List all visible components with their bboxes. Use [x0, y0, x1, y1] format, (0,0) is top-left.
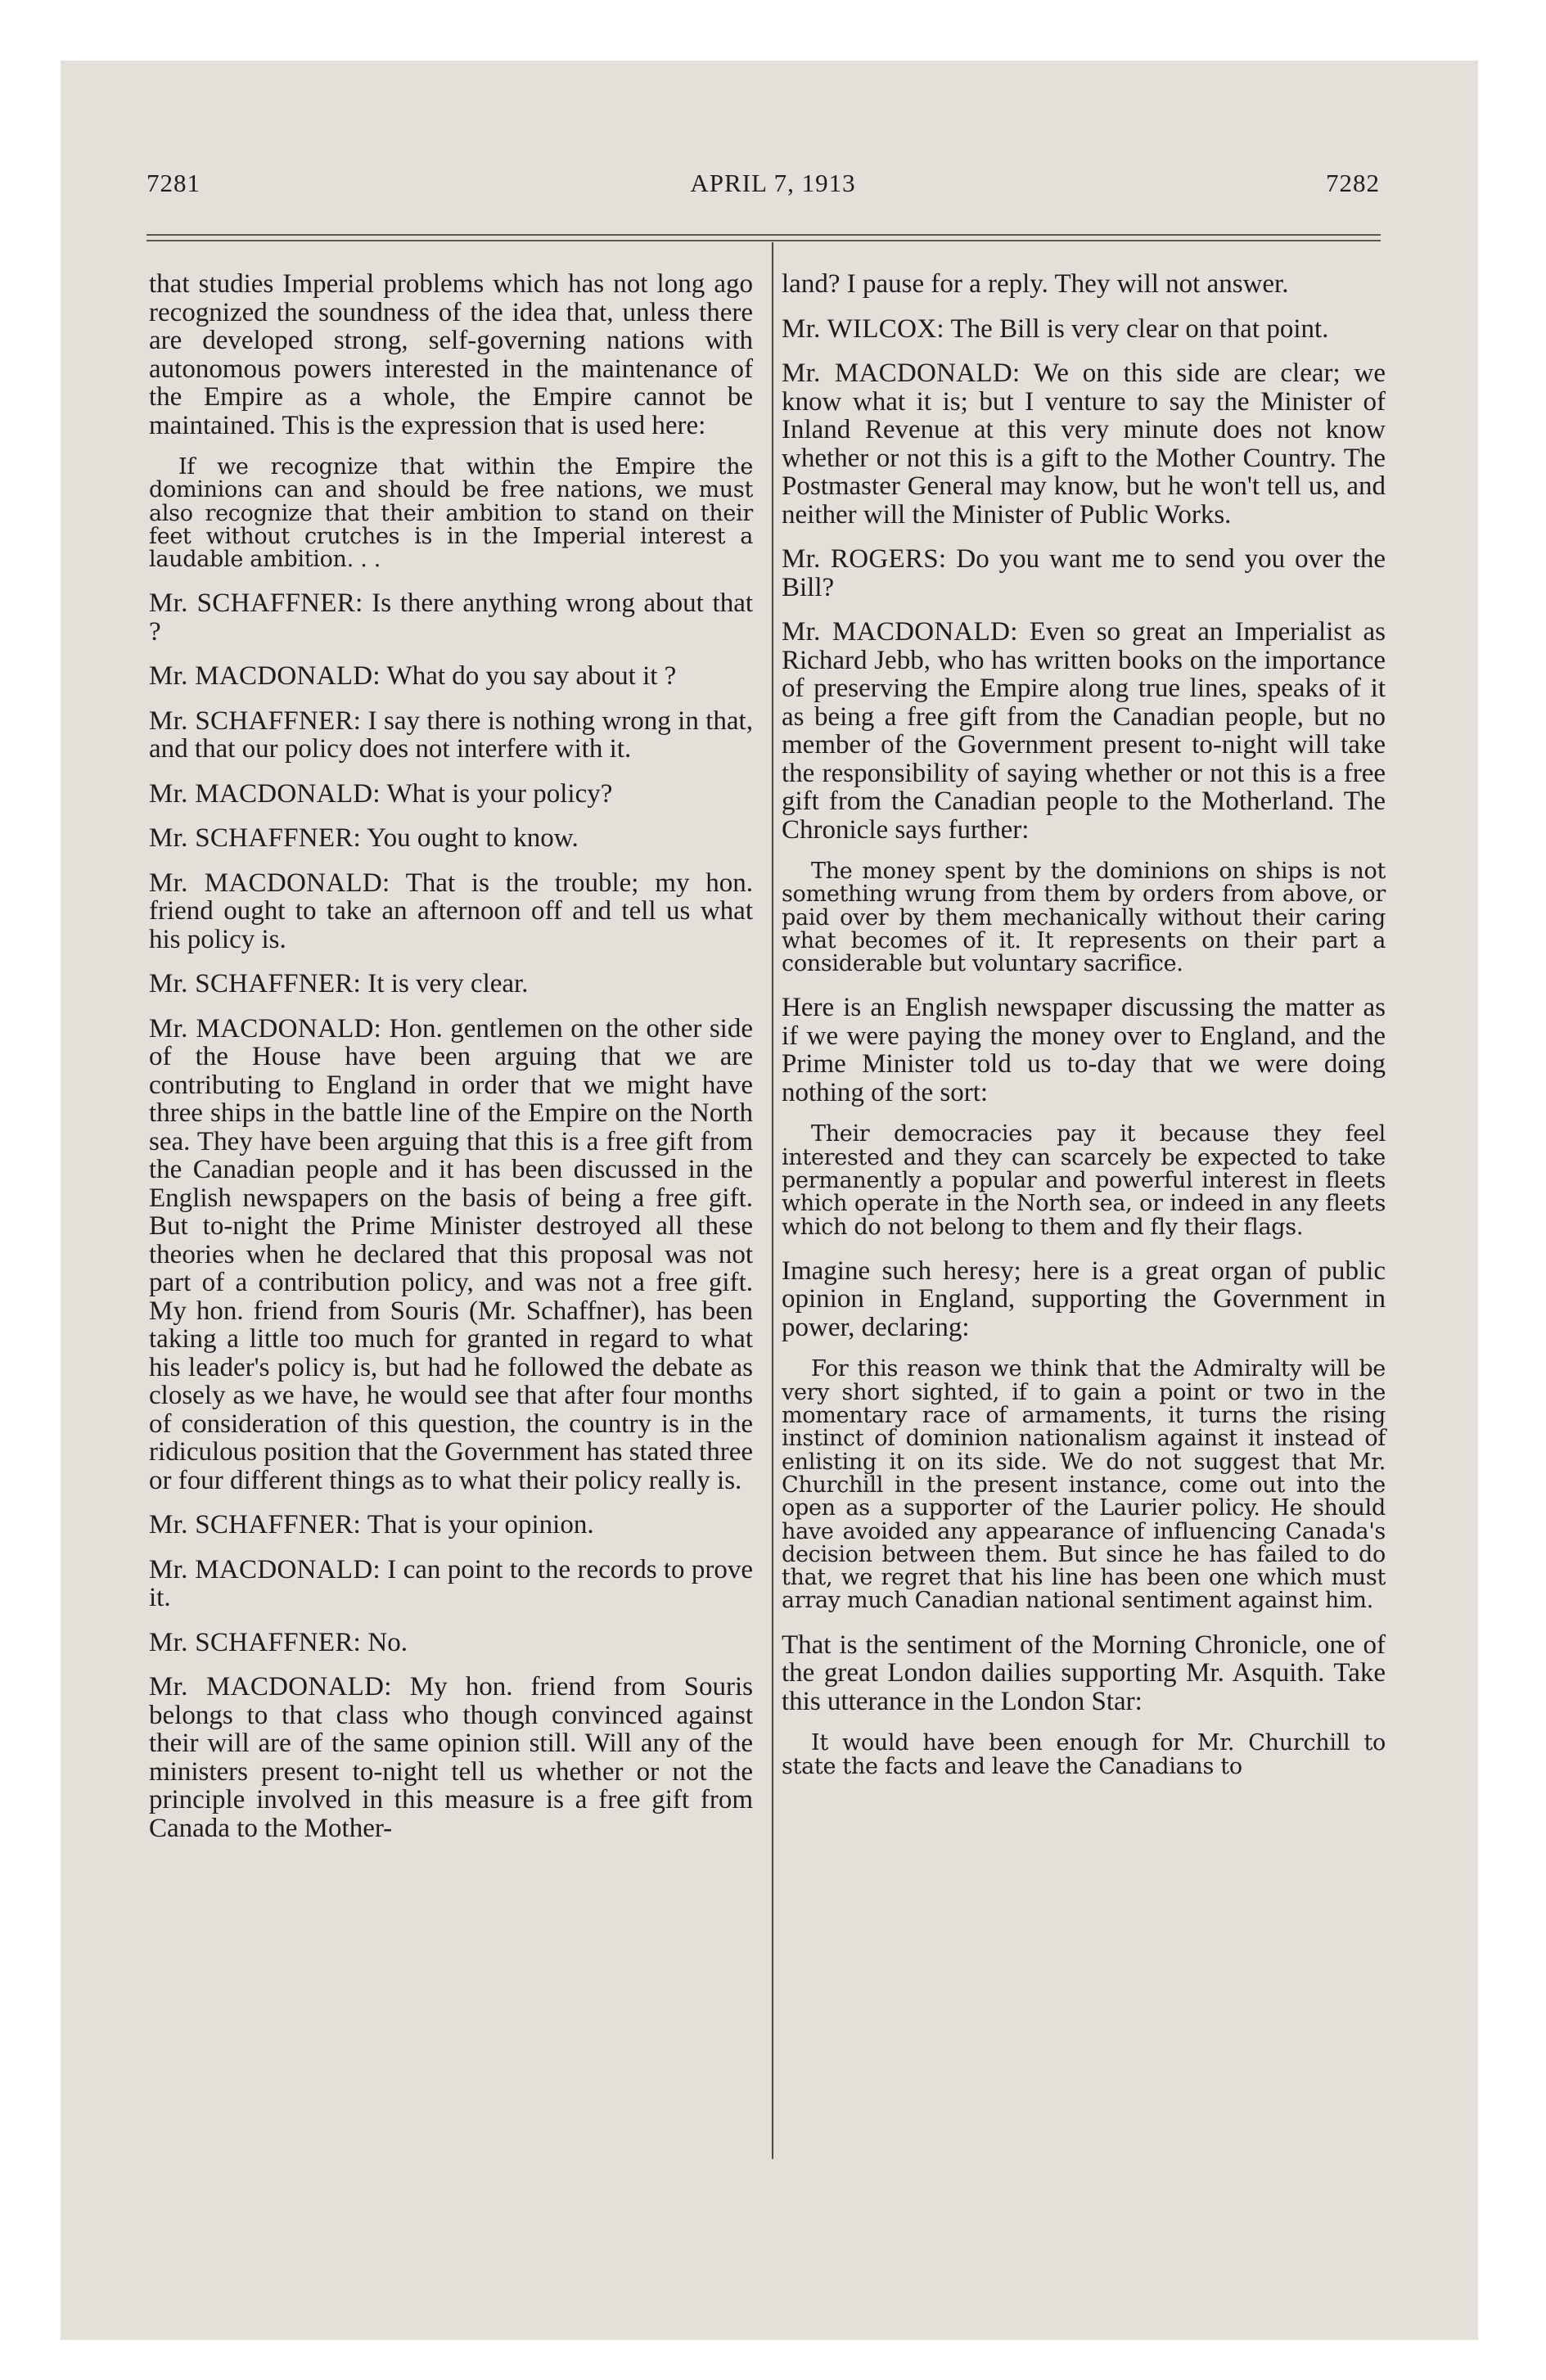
paragraph-text: I can point to the records to prove it.	[149, 1554, 754, 1613]
paragraph-text: No.	[367, 1627, 408, 1657]
paragraph-text: Even so great an Imperialist as Richard Jebb, who has written books on the importance of preserving the Empire along true lines, speaks of it as being a free gift from the Canadian people, but no member of the Government present to-night will take the responsibility of saying whether or not this is a free gift from the Canadian people to the Motherland. The Chronicle says further:	[782, 617, 1386, 845]
quoted-passage	[782, 1123, 1386, 1238]
paragraph-text: That is the trouble; my hon. friend ought to take an afternoon off and tell us what his policy is.	[149, 868, 753, 954]
speaker-name: Mr. MACDONALD:	[149, 1554, 381, 1584]
speaker-name: Mr. MACDONALD:	[782, 617, 1018, 647]
speaker-name: Mr. SCHAFFNER:	[149, 969, 362, 999]
paragraph-text: Their democracies pay it because they feel interested and they can scarcely be expected to take permanently a popular and powerful interest in fleets which operate in the North sea, or indeed in any fleets which do not belong to them and fly their flags.	[782, 1121, 1386, 1240]
body-paragraph	[782, 994, 1386, 1107]
quoted-passage	[782, 860, 1386, 976]
paragraph-text: You ought to know.	[367, 823, 579, 854]
paragraph-text: Imagine such heresy; here is a great organ of public opinion in England, supporting the Government in power, declaring:	[782, 1255, 1386, 1342]
speech-paragraph	[149, 662, 753, 691]
paragraph-text: The money spent by the dominions on ships is not something wrung from them by orders from above, or paid over by them mechanically without their caring what becomes of it. It represents on their part a considerable but voluntary sacrifice.	[782, 859, 1386, 977]
speech-paragraph	[149, 1511, 753, 1539]
page-date: APRIL 7, 1913	[690, 169, 856, 197]
paragraph-text: Do you want me to send you over the Bill?	[782, 544, 1386, 602]
speech-paragraph	[782, 618, 1386, 844]
speaker-name: Mr. MACDONALD:	[782, 358, 1021, 388]
body-paragraph	[782, 1631, 1386, 1716]
speaker-name: Mr. WILCOX:	[782, 313, 944, 344]
speaker-name: Mr. SCHAFFNER:	[149, 823, 362, 854]
paragraph-text: For this reason we think that the Admiralty will be very short sighted, if to gain a point or two in the momentary race of armaments, it turns the rising instinct of dominion nationalism against it instead of enlisting it on its side. We do not suggest that Mr. Churchill in the present instance, come out into the open as a supporter of the Laurier policy. He should have avoided any appearance of influencing Canada's decision between them. But since he has failed to do that, we regret that his line has been one which must array much Canadian national sentiment against him.	[782, 1356, 1386, 1614]
speaker-name: Mr. MACDONALD:	[149, 661, 381, 692]
speech-paragraph	[782, 315, 1386, 344]
right-page-number: 7282	[1326, 169, 1380, 197]
quoted-passage	[782, 1732, 1386, 1778]
speech-paragraph	[149, 589, 753, 646]
speaker-name: Mr. SCHAFFNER:	[149, 588, 363, 619]
paragraph-text: What do you say about it ?	[386, 661, 677, 692]
speech-paragraph	[149, 1556, 753, 1612]
speech-paragraph	[149, 824, 753, 853]
speaker-name: Mr. MACDONALD:	[149, 1013, 382, 1044]
speech-paragraph	[149, 1015, 753, 1495]
header-rule-bottom	[146, 240, 1381, 241]
speaker-name: Mr. MACDONALD:	[149, 868, 390, 898]
speech-paragraph	[782, 545, 1386, 602]
speech-paragraph	[149, 780, 753, 809]
quoted-passage	[149, 456, 753, 571]
speaker-name: Mr. SCHAFFNER:	[149, 705, 362, 736]
left-page-number: 7281	[146, 169, 201, 197]
speaker-name: Mr. SCHAFFNER:	[149, 1510, 362, 1540]
paragraph-text: Here is an English newspaper discussing the matter as if we were paying the money over to England, and the Prime Minister told us to-day that we were doing nothing of the sort:	[782, 993, 1386, 1107]
paragraph-text: It is very clear.	[367, 969, 529, 999]
body-paragraph	[782, 1257, 1386, 1342]
paragraph-text: The Bill is very clear on that point.	[950, 313, 1329, 344]
right-column	[782, 270, 1386, 1796]
speaker-name: Mr. SCHAFFNER:	[149, 1627, 362, 1657]
speech-paragraph	[782, 359, 1386, 529]
speech-paragraph	[149, 1673, 753, 1842]
speaker-name: Mr. ROGERS:	[782, 544, 947, 574]
paragraph-text: Hon. gentlemen on the other side of the House have been arguing that we are contributing to England in order that we might have three ships in the battle line of the Empire on the North sea. They have been arguing that this is a free gift from the Canadian people and it has been discussed in the English newspapers on the basis of being a free gift. But to-night the Prime Minister destroyed all these theories when he declared that this proposal was not part of a contribution policy, and was not a free gift. My hon. friend from Souris (Mr. Schaffner), has been taking a little too much for granted in regard to what his leader's policy is, but had he followed the debate as closely as we have, he would see that after four months of consideration of this question, the country is in the ridiculous position that the Government has stated three or four different things as to what their policy really is.	[149, 1013, 753, 1495]
paragraph-text: I say there is nothing wrong in that, and that our policy does not interfere with it.	[149, 705, 753, 764]
paragraph-text: What is your policy?	[386, 778, 613, 809]
paragraph-text: Is there anything wrong about that ?	[149, 588, 754, 647]
speaker-name: Mr. MACDONALD:	[149, 778, 381, 809]
paragraph-text: That is the sentiment of the Morning Chronicle, one of the great London dailies supporting Mr. Asquith. Take this utterance in the London Star:	[782, 1629, 1386, 1716]
paragraph-text: My hon. friend from Souris belongs to that class who though convinced against their will are of the same opinion still. Will any of the ministers present to-night tell us whether or not the principle involved in this measure is a free gift from Canada to the Mother-	[149, 1672, 753, 1843]
speech-paragraph	[149, 1629, 753, 1657]
column-divider	[772, 242, 773, 2159]
speech-paragraph	[149, 707, 753, 764]
paragraph-text: land? I pause for a reply. They will not answer.	[782, 269, 1289, 299]
paragraph-text: We on this side are clear; we know what it is; but I venture to say the Minister of Inland Revenue at this very minute does not know whether or not this is a gift to the Mother Country. The Postmaster General may know, but he won't tell us, and neither will the Minister of Public Works.	[782, 358, 1386, 530]
paragraph-text: It would have been enough for Mr. Churchill to state the facts and leave the Canadians to	[782, 1730, 1386, 1779]
paragraph-text: If we recognize that within the Empire the dominions can and should be free nations, we must also recognize that their ambition to stand on their feet without crutches is in the Imperial interest a laudable ambition. . .	[149, 454, 753, 573]
speech-paragraph	[149, 869, 753, 954]
header-rule-top	[146, 234, 1381, 236]
paragraph-text: that studies Imperial problems which has not long ago recognized the soundness of the idea that, unless there are developed strong, self-governing nations with autonomous powers interested in the maintenance of the Empire as a whole, the Empire cannot be maintained. This is the expression that is used here:	[149, 269, 753, 440]
speaker-name: Mr. MACDONALD:	[149, 1672, 392, 1702]
body-paragraph	[782, 270, 1386, 299]
left-column	[149, 270, 753, 1859]
speech-paragraph	[149, 970, 753, 998]
paragraph-text: That is your opinion.	[367, 1510, 594, 1540]
quoted-passage	[782, 1358, 1386, 1612]
body-paragraph	[149, 270, 753, 439]
